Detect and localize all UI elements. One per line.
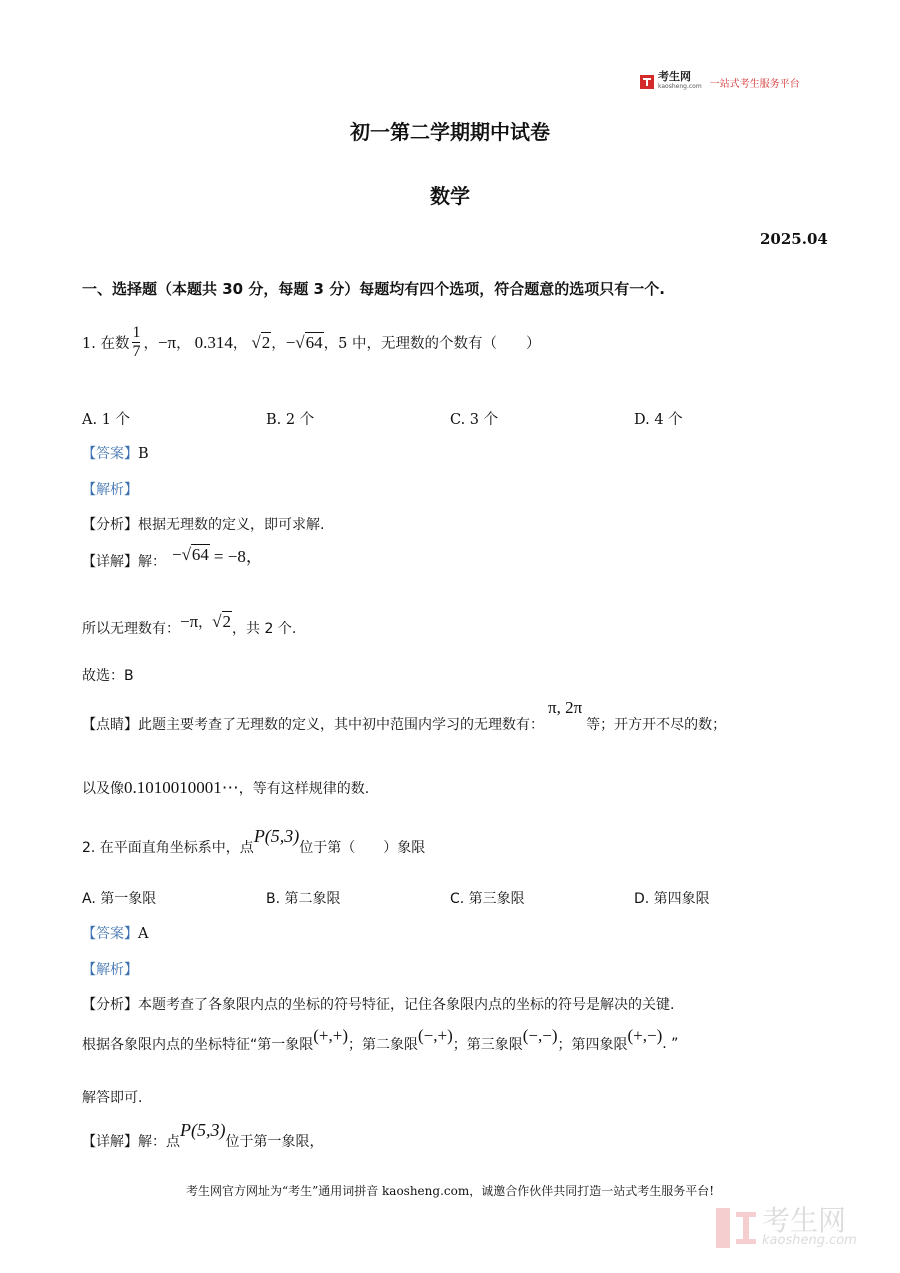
page-title: 初一第二学期期中试卷 (350, 120, 550, 144)
watermark (716, 1204, 857, 1248)
q2-label-1: ；第二象限 (348, 1037, 419, 1053)
q2-detail-suffix: 位于第一象限， (225, 1133, 324, 1150)
q1-suffix: ，5 中，无理数的个数有（ ） (323, 336, 541, 352)
q2-detail (82, 1120, 324, 1150)
q2-detail-point: P(5,3) (180, 1120, 226, 1140)
q1-dianjing-line2 (82, 778, 369, 798)
q1-conclusion: 所以无理数有： −π ， √2 ，共 2 个. (82, 612, 297, 637)
q2-label-3: ；第四象限 (557, 1037, 628, 1053)
watermark-domain: kaosheng.com (762, 1233, 857, 1248)
q2-label-4: . ” (662, 1036, 679, 1052)
q1-dianjing (82, 698, 727, 733)
q1-detail-sqrt: −√64 (172, 544, 209, 564)
q1-dianjing-math: π, 2π (548, 698, 583, 717)
q1-frac-den: 7 (132, 343, 141, 360)
page-footer[interactable]: 考生网官方网址为“考生”通用词拼音 kaosheng.com，诚邀合作伙伴共同打造一站式考生服务平台! (185, 1184, 715, 1198)
q2-sign-2: (−,+) (418, 1026, 453, 1045)
q1-frac-num: 1 (132, 324, 141, 341)
header-logo[interactable] (640, 72, 800, 92)
q1-detail-math: = −8， (213, 547, 263, 566)
answer-tag: 【答案】 (82, 926, 138, 942)
q1-dianjing-line2-suffix: ，等有这样规律的数. (238, 781, 370, 797)
q2-analysis-tag: 【解析】 (82, 962, 138, 978)
q2-label-2: ；第三象限 (452, 1037, 523, 1053)
watermark-logo-icon (716, 1208, 756, 1248)
brand-slogan: 一站式考生服务平台 (709, 78, 800, 90)
q2-option-a[interactable]: A. 第一象限 (82, 891, 157, 907)
question-2 (82, 826, 426, 856)
q1-conclusion-suffix: ，共 2 个. (232, 621, 297, 637)
q2-option-b[interactable]: B. 第二象限 (266, 891, 341, 907)
q1-item-neg-pi: −π (157, 332, 177, 352)
q2-answer (82, 923, 148, 943)
q1-dianjing-prefix: 【点睛】此题主要考查了无理数的定义，其中初中范围内学习的无理数有： (82, 717, 544, 733)
q1-prefix: 1. 在数 (82, 336, 130, 352)
answer-tag: 【答案】 (82, 446, 138, 462)
q1-option-a[interactable]: A. 1 个 (82, 412, 131, 428)
q2-option-d[interactable]: D. 第四象限 (634, 891, 710, 907)
q2-rule (82, 1026, 679, 1053)
subject-title: 数学 (430, 184, 470, 208)
q1-conclusion-pi: −π (180, 612, 199, 631)
answer-value: A (138, 926, 149, 942)
question-1: 1. 在数 $\frac{1}{7}$ ， −π ， 0.314 ， √2 ， −√64 ，5 中，无理数的个数有（ ） (82, 324, 541, 360)
q1-answer (82, 443, 149, 463)
q2-sign-3: (−,−) (522, 1026, 558, 1045)
q2-point: P(5,3) (253, 826, 300, 846)
q2-solve-done: 解答即可. (82, 1090, 143, 1106)
q1-item-neg-sqrt64: −√64 (285, 332, 323, 352)
q1-item-0314: 0.314 (194, 332, 233, 352)
q2-sign-4: (+,−) (627, 1026, 663, 1045)
q2-detail-prefix: 【详解】解：点 (82, 1133, 180, 1150)
q1-fraction (132, 324, 140, 361)
q1-conclusion-prefix: 所以无理数有： (82, 621, 180, 637)
q1-option-b[interactable]: B. 2 个 (266, 412, 315, 428)
brand-logo-icon (640, 75, 654, 89)
q1-dianjing-suffix: 等；开方开不尽的数； (586, 717, 727, 733)
q1-option-c[interactable]: C. 3 个 (450, 412, 499, 428)
q2-rule-prefix: 根据各象限内点的坐标特征“第一象限 (82, 1037, 314, 1053)
q1-dianjing-line2-math: 0.1010010001⋯ (124, 778, 239, 797)
q2-fenxi: 【分析】本题考查了各象限内点的坐标的符号特征，记住各象限内点的坐标的符号是解决的关键. (82, 997, 675, 1013)
answer-value: B (138, 446, 149, 462)
q1-analysis-tag: 【解析】 (82, 482, 138, 498)
q1-detail-prefix: 【详解】解： (82, 553, 166, 570)
q1-item-sqrt2: √2 (251, 332, 271, 352)
q1-fenxi: 【分析】根据无理数的定义，即可求解. (82, 517, 325, 533)
q1-option-d[interactable]: D. 4 个 (634, 412, 683, 428)
q1-conclusion-sqrt2: √2 (212, 612, 232, 631)
q1-choose: 故选：B (82, 668, 134, 684)
q2-option-c[interactable]: C. 第三象限 (450, 891, 525, 907)
q2-suffix: 位于第（ ）象限 (299, 839, 426, 856)
q1-dianjing-line2-prefix: 以及像 (82, 781, 124, 797)
watermark-name: 考生网 (762, 1204, 847, 1237)
q2-sign-1: (+,+) (313, 1026, 349, 1045)
exam-date: 2025.04 (760, 230, 828, 248)
brand-domain: kaosheng.com (658, 83, 702, 90)
brand-name: 考生网 (658, 70, 691, 83)
section-heading: 一、选择题（本题共 30 分，每题 3 分）每题均有四个选项，符合题意的选项只有一个. (82, 280, 665, 298)
q1-detail (82, 544, 263, 573)
q2-prefix: 2. 在平面直角坐标系中，点 (82, 839, 254, 856)
